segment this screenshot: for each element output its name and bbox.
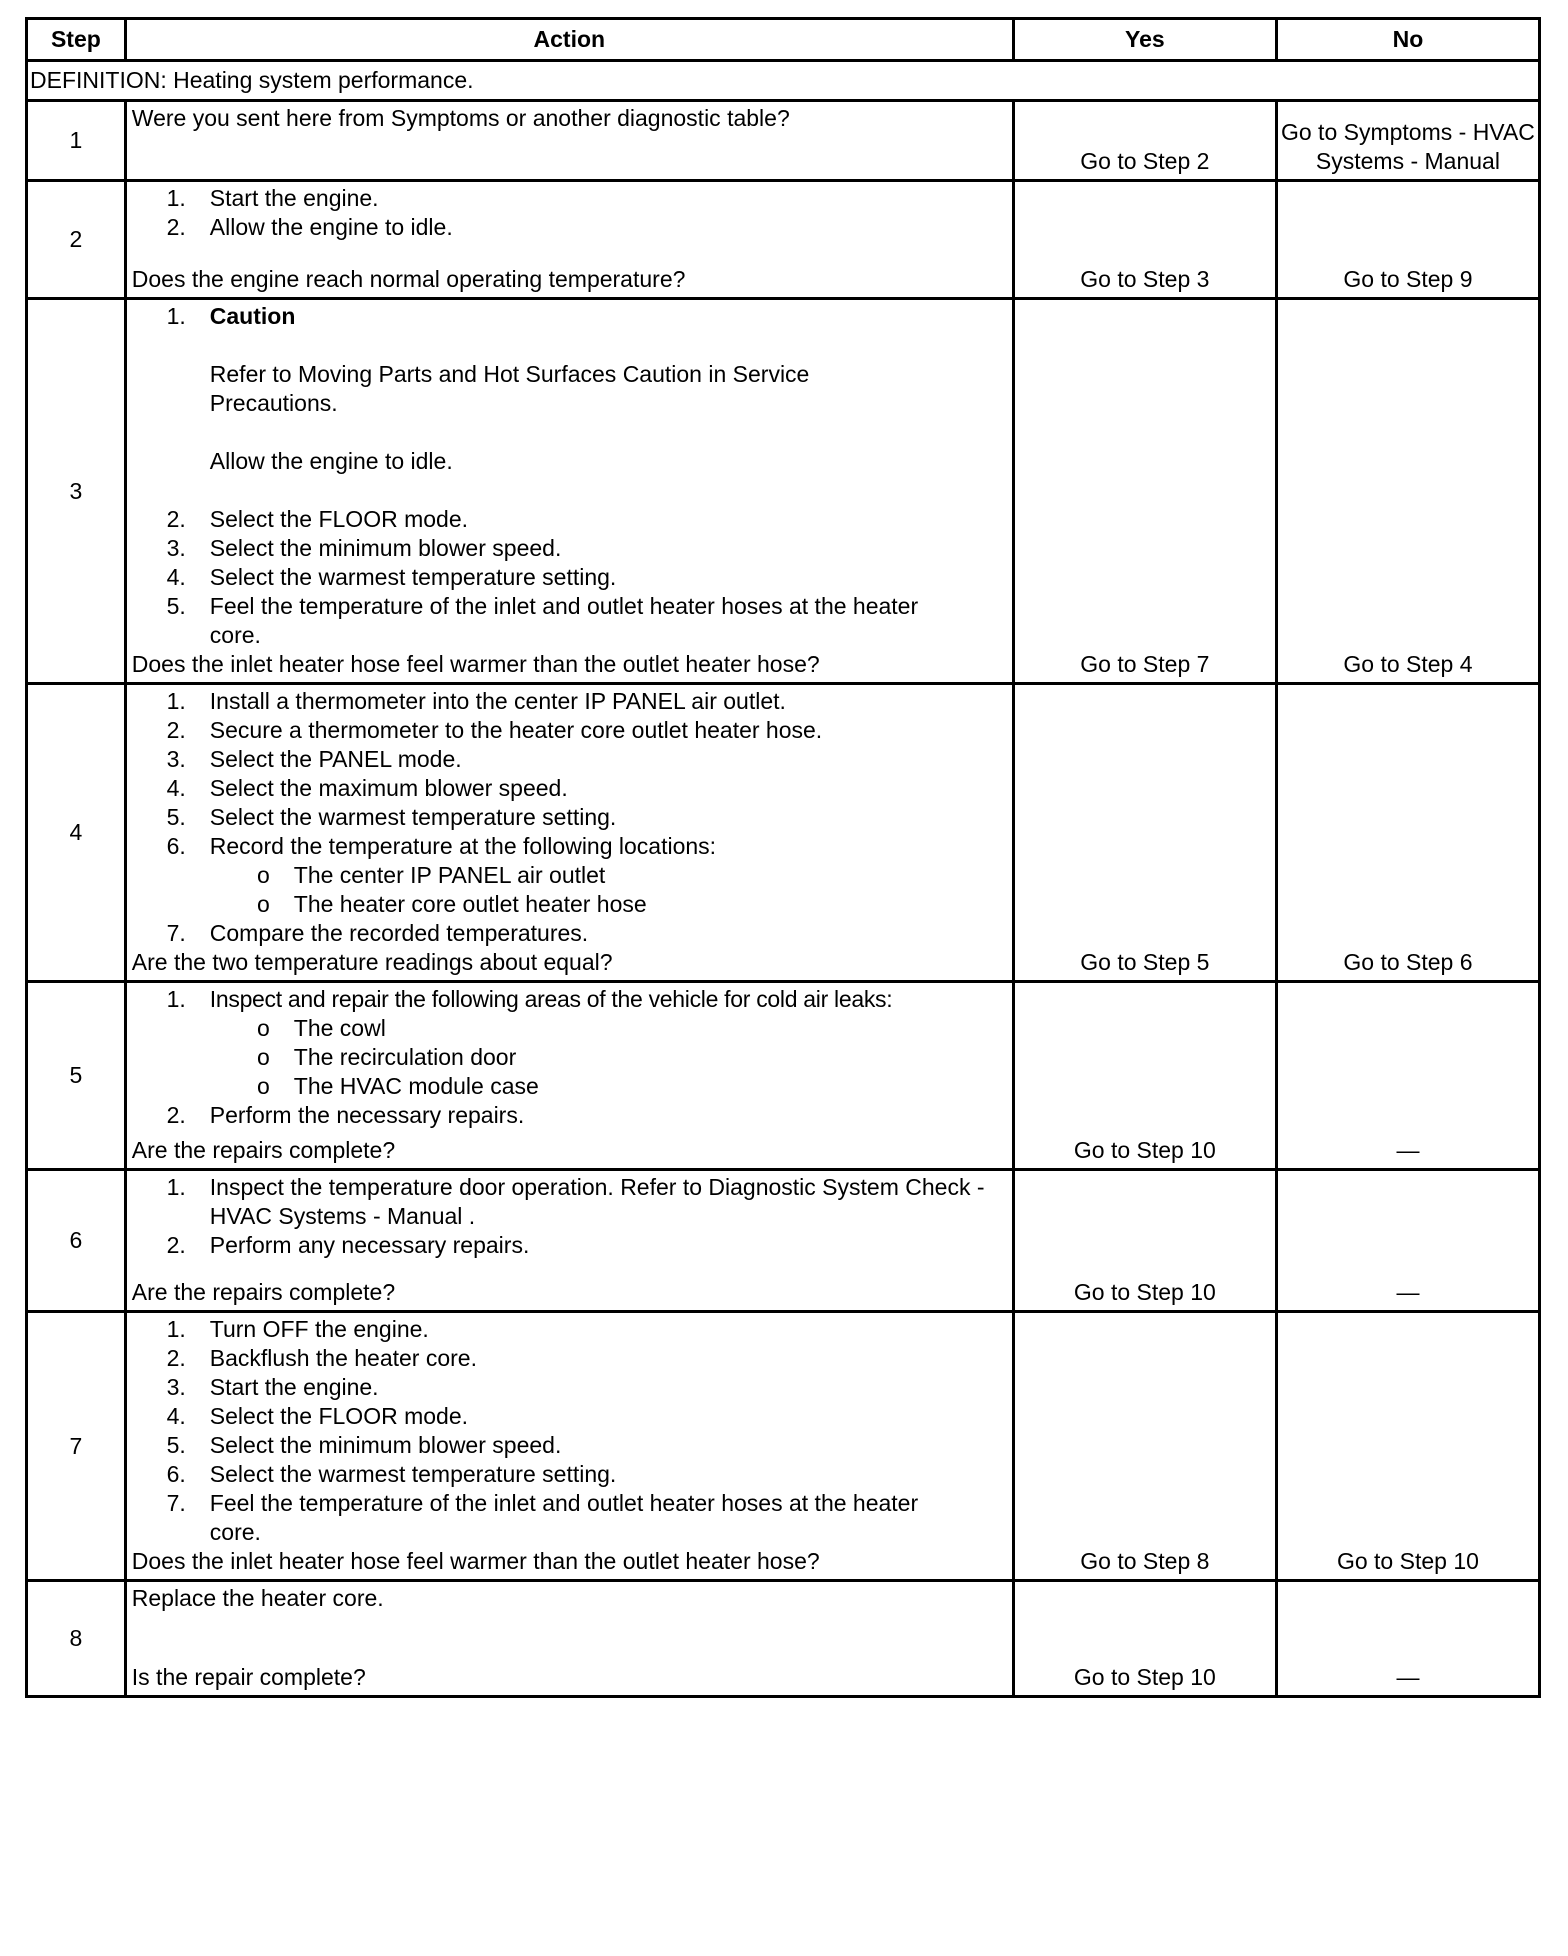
item-text: Select the maximum blower speed. [209, 775, 568, 801]
yes-link[interactable]: Go to Step 5 [1013, 684, 1276, 982]
item-text: The center IP PANEL air outlet [293, 862, 606, 888]
step-number: 2 [27, 181, 126, 299]
table-row [27, 181, 1540, 299]
no-link[interactable]: Go to Step 6 [1276, 684, 1539, 982]
question-text: Is the repair complete? [131, 1664, 366, 1690]
header-row [27, 19, 1540, 61]
list-item [132, 1344, 1008, 1373]
item-text: Select the warmest temperature setting. [209, 804, 617, 830]
item-number: 2. [166, 717, 186, 743]
bullet-icon: o [256, 1073, 270, 1099]
caution-action: Allow the engine to idle. [209, 448, 453, 474]
header-action: Action [125, 19, 1013, 61]
caution-label: Caution [209, 303, 296, 329]
no-answer: — [1276, 1581, 1539, 1697]
no-link[interactable]: Go to Step 10 [1276, 1312, 1539, 1581]
item-text: Inspect the temperature door operation. Refer to Diagnostic System Check - HVAC Systems - Manual . [209, 1174, 985, 1229]
no-link[interactable]: Go to Step 4 [1276, 299, 1539, 684]
step-number: 8 [27, 1581, 126, 1697]
yes-link[interactable]: Go to Step 3 [1013, 181, 1276, 299]
yes-link[interactable]: Go to Step 7 [1013, 299, 1276, 684]
statement-text: Replace the heater core. [131, 1585, 384, 1611]
item-text: Select the minimum blower speed. [209, 1432, 562, 1458]
list-item [132, 1402, 1008, 1431]
item-number: 1. [166, 185, 186, 211]
item-number: 4. [166, 775, 186, 801]
item-text: Perform any necessary repairs. [209, 1232, 530, 1258]
sub-list-item [132, 890, 1008, 919]
item-number: 7. [166, 1490, 186, 1516]
sub-list-item [132, 1043, 1008, 1072]
item-number: 2. [166, 1232, 186, 1258]
yes-link[interactable]: Go to Step 8 [1013, 1312, 1276, 1581]
diagnostic-table [25, 17, 1541, 1698]
list-item [132, 302, 1008, 331]
question-text: Are the repairs complete? [131, 1137, 396, 1163]
item-number: 2. [166, 1102, 186, 1128]
action-cell [125, 684, 1013, 982]
list-item [132, 534, 1008, 563]
item-text: Start the engine. [209, 1374, 379, 1400]
question-text: Does the inlet heater hose feel warmer than the outlet heater hose? [131, 1548, 820, 1574]
item-number: 3. [166, 746, 186, 772]
sub-list-item [132, 1014, 1008, 1043]
yes-link[interactable]: Go to Step 2 [1013, 101, 1276, 181]
list-item [132, 1101, 1008, 1130]
item-text: Inspect and repair the following areas of the vehicle for cold air leaks: [209, 986, 893, 1012]
list-item [132, 1460, 1008, 1489]
item-text: Install a thermometer into the center IP PANEL air outlet. [209, 688, 786, 714]
list-item [132, 803, 1008, 832]
item-number: 3. [166, 1374, 186, 1400]
item-number: 1. [166, 1174, 186, 1200]
item-text: Select the PANEL mode. [209, 746, 462, 772]
item-text: Compare the recorded temperatures. [209, 920, 589, 946]
item-text: The cowl [293, 1015, 386, 1041]
bullet-icon: o [256, 1044, 270, 1070]
list-item [132, 1173, 1008, 1231]
step-number: 3 [27, 299, 126, 684]
yes-link[interactable]: Go to Step 10 [1013, 982, 1276, 1170]
item-number: 4. [166, 564, 186, 590]
sub-list-item [132, 1072, 1008, 1101]
question-text: Does the inlet heater hose feel warmer than the outlet heater hose? [131, 651, 820, 677]
action-cell [125, 101, 1013, 181]
item-number: 2. [166, 506, 186, 532]
item-text: Turn OFF the engine. [209, 1316, 429, 1342]
item-text: Feel the temperature of the inlet and outlet heater hoses at the heater core. [209, 1490, 919, 1545]
item-text: Allow the engine to idle. [209, 214, 453, 240]
list-item [132, 505, 1008, 534]
item-number: 5. [166, 1432, 186, 1458]
action-cell [125, 1312, 1013, 1581]
item-number: 2. [166, 214, 186, 240]
item-number: 6. [166, 1461, 186, 1487]
item-number: 1. [166, 1316, 186, 1342]
list-item [132, 687, 1008, 716]
action-cell [125, 1170, 1013, 1312]
header-step: Step [27, 19, 126, 61]
list-item [132, 1373, 1008, 1402]
item-number: 4. [166, 1403, 186, 1429]
no-link[interactable]: Go to Step 9 [1276, 181, 1539, 299]
caution-text: Refer to Moving Parts and Hot Surfaces Caution in Service Precautions. [209, 361, 810, 416]
question-text: Are the repairs complete? [131, 1279, 396, 1305]
list-item [132, 716, 1008, 745]
no-answer: — [1276, 982, 1539, 1170]
item-number: 1. [166, 986, 186, 1012]
item-text: The recirculation door [293, 1044, 517, 1070]
action-cell [125, 982, 1013, 1170]
item-text: Feel the temperature of the inlet and outlet heater hoses at the heater core. [209, 593, 919, 648]
question-text: Were you sent here from Symptoms or another diagnostic table? [131, 105, 790, 131]
table-row [27, 684, 1540, 982]
table-row [27, 101, 1540, 181]
list-item [132, 1431, 1008, 1460]
item-text: Backflush the heater core. [209, 1345, 477, 1371]
item-number: 6. [166, 833, 186, 859]
item-text: Start the engine. [209, 185, 379, 211]
question-text: Does the engine reach normal operating temperature? [131, 266, 686, 292]
table-row [27, 982, 1540, 1170]
table-row [27, 299, 1540, 684]
list-item [132, 745, 1008, 774]
item-text: Select the warmest temperature setting. [209, 564, 617, 590]
header-no: No [1276, 19, 1539, 61]
definition-text: DEFINITION: Heating system performance. [27, 61, 1540, 101]
sub-list-item [132, 861, 1008, 890]
item-number: 7. [166, 920, 186, 946]
step-number: 5 [27, 982, 126, 1170]
item-text: The heater core outlet heater hose [293, 891, 647, 917]
item-number: 5. [166, 593, 186, 619]
item-number: 2. [166, 1345, 186, 1371]
list-item [132, 1315, 1008, 1344]
list-item [132, 563, 1008, 592]
action-cell [125, 1581, 1013, 1697]
list-item [132, 985, 1008, 1014]
item-number: 1. [166, 688, 186, 714]
table-row [27, 1170, 1540, 1312]
no-answer: — [1276, 1170, 1539, 1312]
step-number: 7 [27, 1312, 126, 1581]
step-number: 4 [27, 684, 126, 982]
question-text: Are the two temperature readings about equal? [131, 949, 613, 975]
item-text: Record the temperature at the following locations: [209, 833, 717, 859]
item-text: Perform the necessary repairs. [209, 1102, 525, 1128]
item-number: 1. [166, 303, 186, 329]
item-text: Select the FLOOR mode. [209, 506, 469, 532]
item-text: Select the FLOOR mode. [209, 1403, 469, 1429]
list-item [132, 1231, 1008, 1260]
list-item [132, 592, 1008, 650]
item-number: 3. [166, 535, 186, 561]
no-link[interactable]: Go to Symptoms - HVAC Systems - Manual [1276, 101, 1539, 181]
table-row [27, 1312, 1540, 1581]
action-cell [125, 181, 1013, 299]
step-number: 6 [27, 1170, 126, 1312]
item-number: 5. [166, 804, 186, 830]
table-row [27, 1581, 1540, 1697]
action-cell [125, 299, 1013, 684]
list-item [132, 184, 1008, 213]
header-yes: Yes [1013, 19, 1276, 61]
list-item [132, 1489, 1008, 1547]
item-text: Secure a thermometer to the heater core outlet heater hose. [209, 717, 823, 743]
yes-link[interactable]: Go to Step 10 [1013, 1581, 1276, 1697]
list-item [132, 832, 1008, 861]
bullet-icon: o [256, 891, 270, 917]
bullet-icon: o [256, 862, 270, 888]
bullet-icon: o [256, 1015, 270, 1041]
item-text: Select the minimum blower speed. [209, 535, 562, 561]
step-number: 1 [27, 101, 126, 181]
definition-row [27, 61, 1540, 101]
item-text: Select the warmest temperature setting. [209, 1461, 617, 1487]
list-item [132, 919, 1008, 948]
item-text: The HVAC module case [293, 1073, 539, 1099]
list-item [132, 213, 1008, 242]
yes-link[interactable]: Go to Step 10 [1013, 1170, 1276, 1312]
list-item [132, 774, 1008, 803]
